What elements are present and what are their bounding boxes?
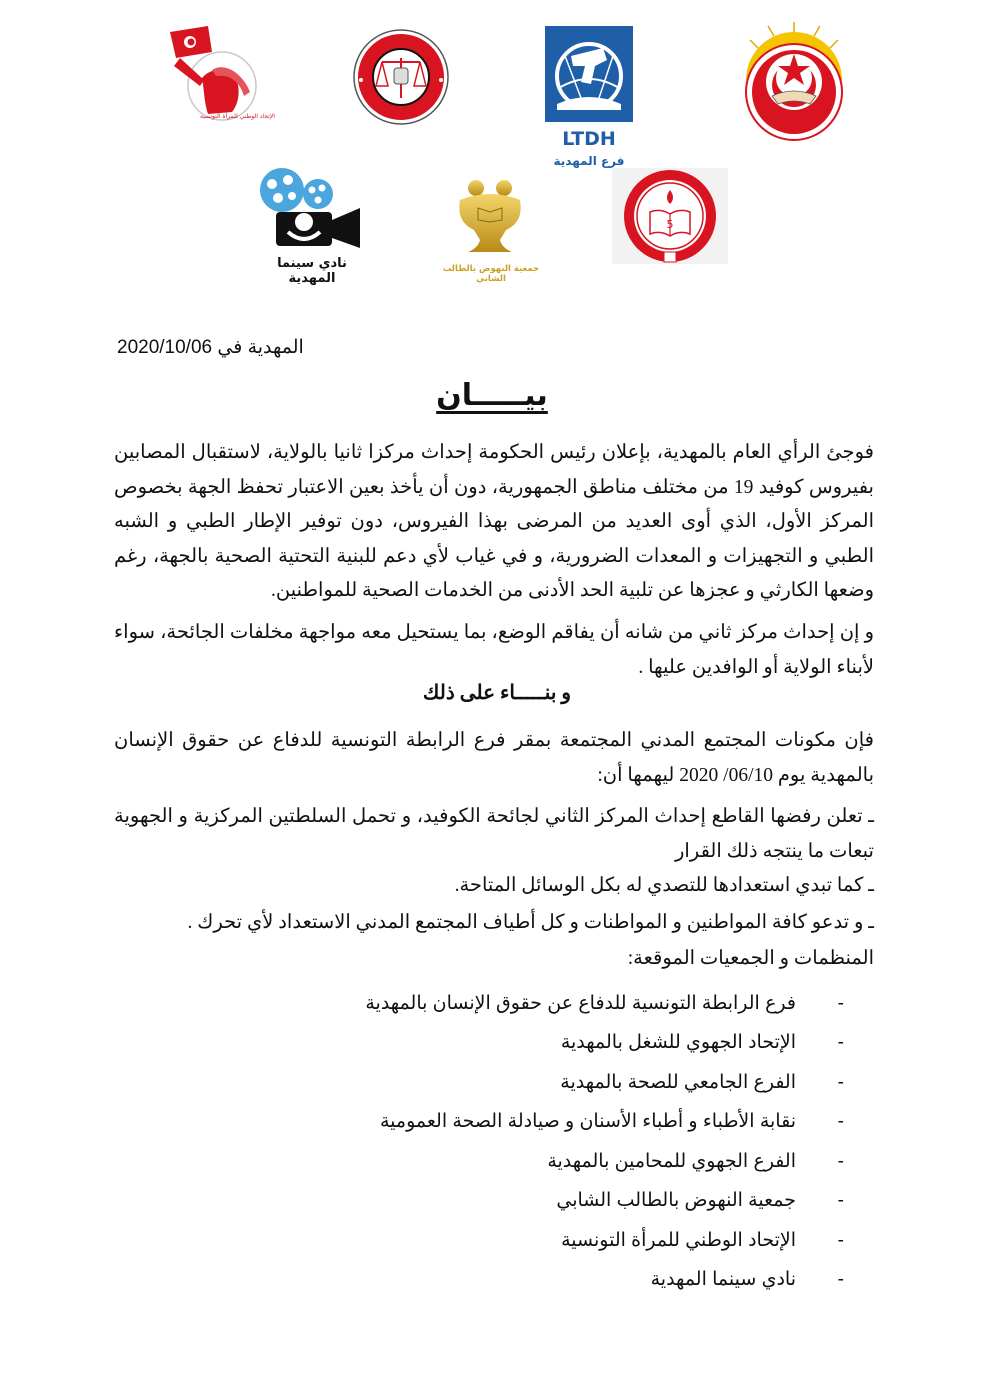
ltdh-title: LTDH: [562, 128, 616, 150]
list-dash: -: [837, 1071, 844, 1093]
cine-club-caption: نادي سينما المهدية: [277, 256, 347, 286]
film-camera-icon: [256, 166, 366, 248]
signer-name: جمعية النهوض بالطالب الشابي: [556, 1190, 796, 1212]
date-line: المهدية في 2020/10/06: [117, 337, 304, 358]
ltdh-subtitle: فرع المهدية: [553, 154, 625, 168]
logo-caption: الإتحاد الوطني للمرأة التونسية: [200, 113, 275, 120]
logo-ltdh: [545, 26, 633, 171]
list-dash: -: [837, 1269, 844, 1291]
signer-item: [365, 1221, 844, 1261]
signer-item: [365, 1182, 844, 1222]
logo-ugtt: [738, 18, 850, 148]
signer-item: [365, 1024, 844, 1064]
list-dash: -: [837, 1111, 844, 1133]
list-dash: -: [837, 1229, 844, 1251]
list-dash: -: [837, 992, 844, 1014]
document-title: [0, 378, 984, 413]
two-students-reading-icon: [450, 178, 530, 258]
signer-name: الفرع الجهوي للمحامين بالمهدية: [547, 1150, 796, 1172]
ugtt-star-crescent-icon: [738, 18, 850, 148]
ltdh-globe-icon: [545, 26, 633, 171]
list-dash: -: [837, 1032, 844, 1054]
signer-item: [365, 1261, 844, 1301]
association-nuhudh-caption: جمعية النهوض بالطالب الشابي: [442, 264, 540, 284]
logo-association-nuhudh: [450, 178, 530, 258]
ugte-open-book-icon: [612, 168, 728, 264]
logo-ugte: [612, 168, 728, 264]
signer-item: [365, 1063, 844, 1103]
woman-with-flag-icon: [160, 22, 275, 122]
logo-cine-club: [256, 166, 366, 248]
scales-of-justice-icon: [352, 28, 450, 126]
svg-text:5: 5: [666, 218, 674, 231]
list-dash: -: [837, 1190, 844, 1212]
logo-unft: [160, 22, 275, 122]
signers-list: [365, 984, 844, 1300]
paragraph-meeting: فإن مكونات المجتمع المدني المجتمعة بمقر فرع الرابطة التونسية للدفاع عن حقوق الإنسان بالمهدية يوم 06/10/ 2020 ليهمها أن:: [114, 730, 874, 786]
paragraph-second-center: و إن إحداث مركز ثاني من شانه أن يفاقم الوضع، بما يستحيل معه مواجهة مخلفات الجائحة، سواء لأبناء الولاية أو الوافدين عليها .: [114, 622, 874, 678]
signer-item: [365, 984, 844, 1024]
document-title-text: بيـــــان: [436, 378, 548, 413]
point-readiness: ـ كما تبدي استعدادها للتصدي له بكل الوسائل المتاحة.: [454, 875, 874, 896]
signer-item: [365, 1142, 844, 1182]
signer-name: فرع الرابطة التونسية للدفاع عن حقوق الإنسان بالمهدية: [365, 992, 796, 1014]
signers-heading: المنظمات و الجمعيات الموقعة:: [627, 948, 874, 969]
subheading-accordingly: و بنـــــاء على ذلك: [422, 682, 572, 704]
logo-lawyers-branch: [352, 28, 450, 126]
signer-name: نقابة الأطباء و أطباء الأسنان و صيادلة الصحة العمومية: [379, 1111, 796, 1133]
signer-name: الإتحاد الوطني للمرأة التونسية: [561, 1229, 796, 1251]
signer-name: الفرع الجامعي للصحة بالمهدية: [560, 1071, 796, 1093]
point-call-to-action: ـ و تدعو كافة المواطنين و المواطنات و كل أطياف المجتمع المدني الاستعداد لأي تحرك .: [187, 912, 874, 933]
signer-item: [365, 1103, 844, 1143]
paragraph-intro: فوجئ الرأي العام بالمهدية، بإعلان رئيس الحكومة إحداث مركزا ثانيا بالولاية، لاستقبال المصابين بفيروس كوفيد 19 من مختلف مناطق الجمهورية، دون أن يأخذ بعين الاعتبار تحفظ الجهة بخصوص المركز الأول، الذي أوى العديد من المرضى بهذا الفيروس، دون توفير الإطار الطبي و الشبه الطبي و التجهيزات و المعدات الضرورية، و في غياب لأي دعم للبنية التحتية الصحية بالجهة، رغم وضعها الكارثي و عجزها عن تلبية الحد الأدنى من الخدمات الصحية للمواطنين.: [114, 442, 874, 601]
signer-name: الإتحاد الجهوي للشغل بالمهدية: [560, 1032, 796, 1054]
signer-name: نادي سينما المهدية: [650, 1269, 796, 1291]
list-dash: -: [837, 1150, 844, 1172]
point-rejection: ـ تعلن رفضها القاطع إحداث المركز الثاني لجائحة الكوفيد، و تحمل السلطتين المركزية و الجهوية تبعات ما ينتجه ذلك القرار: [114, 806, 874, 862]
